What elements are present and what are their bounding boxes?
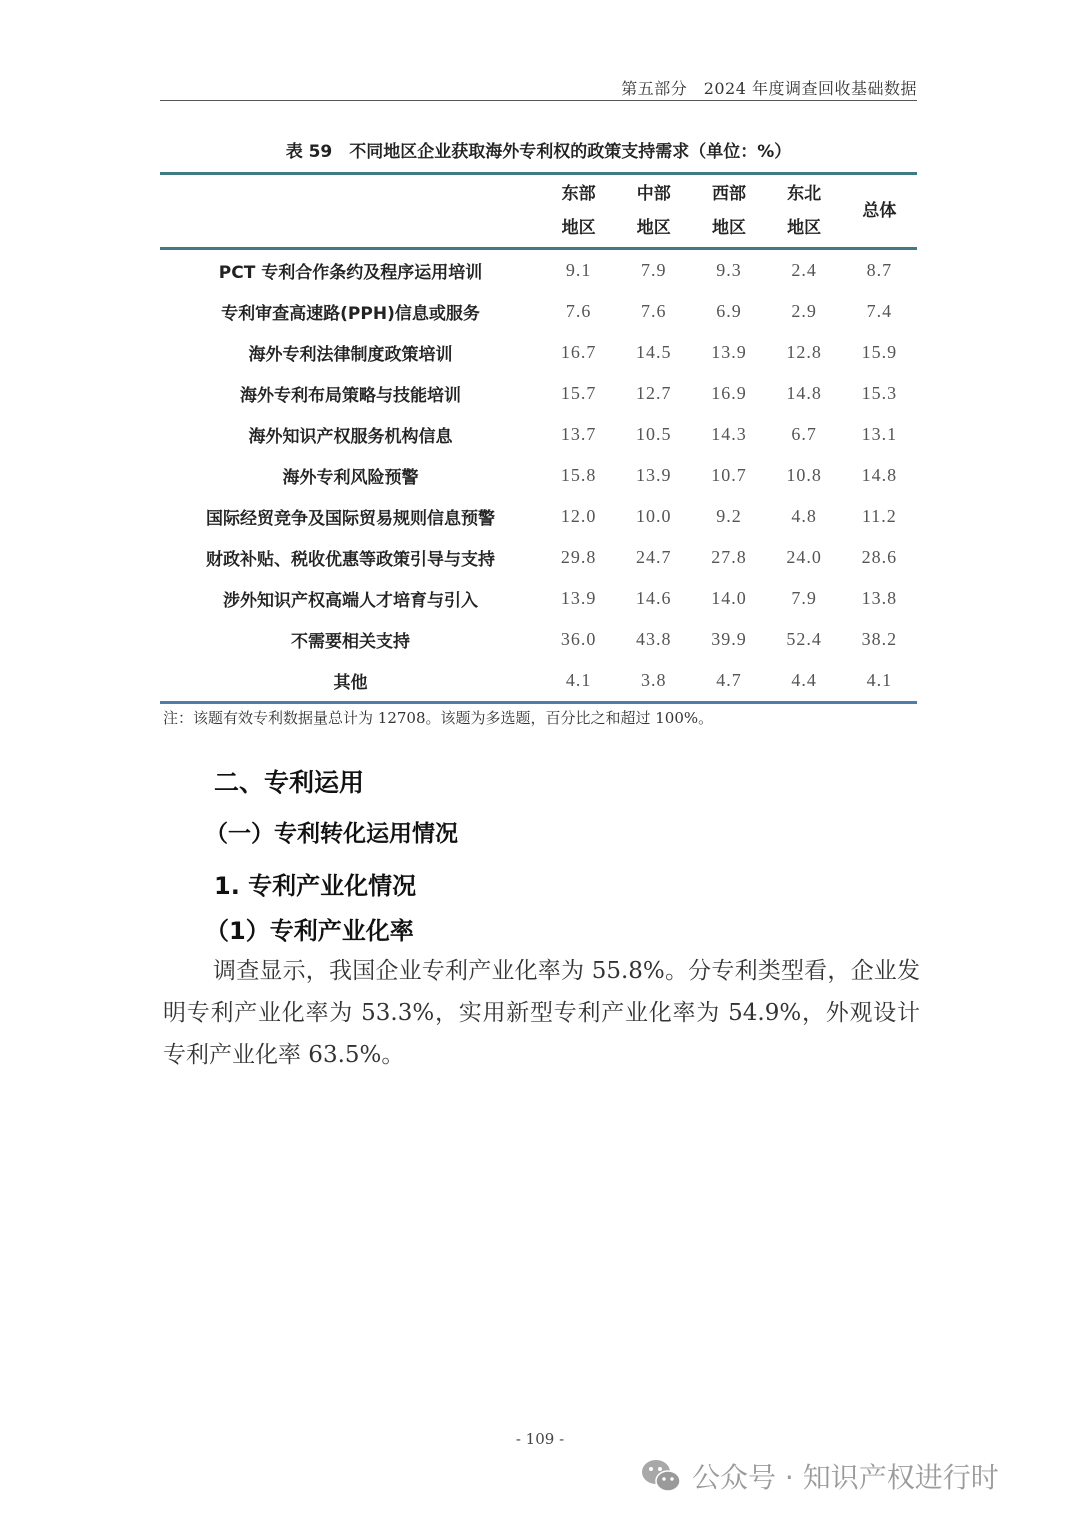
watermark-text: 公众号 · 知识产权进行时 [692, 1461, 999, 1494]
table-header-row [160, 174, 917, 249]
cell-value: 4.7 [716, 670, 742, 690]
header-northeast: 东北 地区 [787, 184, 822, 238]
item-heading: （1）专利产业化率 [205, 917, 414, 945]
cell-value: 14.8 [786, 383, 822, 403]
cell-value: 15.8 [560, 465, 597, 485]
cell-value: 27.8 [711, 547, 747, 567]
cell-value: 4.8 [791, 506, 817, 526]
table-row [160, 332, 917, 373]
cell-value: 7.6 [565, 301, 592, 321]
cell-value: 2.4 [791, 260, 817, 280]
cell-value: 29.8 [560, 547, 597, 567]
row-label: 国际经贸竞争及国际贸易规则信息预警 [206, 509, 495, 529]
cell-value: 4.1 [565, 670, 592, 690]
cell-value: 13.9 [560, 588, 597, 608]
cell-value: 16.7 [560, 342, 597, 362]
cell-value: 12.0 [560, 506, 597, 526]
cell-value: 38.2 [861, 629, 898, 649]
cell-value: 9.1 [565, 260, 592, 280]
table-row [160, 660, 917, 703]
row-label: PCT 专利合作条约及程序运用培训 [218, 263, 483, 283]
row-label: 财政补贴、税收优惠等政策引导与支持 [206, 550, 495, 570]
cell-value: 43.8 [636, 629, 672, 649]
header-east: 东部 地区 [561, 184, 596, 238]
table-row [160, 249, 917, 292]
policy-support-table [160, 172, 917, 704]
sub-subsection-heading: 1. 专利产业化情况 [214, 872, 417, 900]
cell-value: 16.9 [711, 383, 747, 403]
cell-value: 7.9 [641, 260, 667, 280]
cell-value: 11.2 [861, 506, 897, 526]
row-label: 海外专利法律制度政策培训 [248, 345, 453, 365]
cell-value: 13.9 [711, 342, 747, 362]
cell-value: 13.8 [861, 588, 898, 608]
cell-value: 3.8 [641, 670, 667, 690]
cell-value: 14.8 [861, 465, 898, 485]
cell-value: 15.3 [861, 383, 898, 403]
cell-value: 28.6 [861, 547, 898, 567]
cell-value: 14.6 [636, 588, 672, 608]
table-caption: 表 59 不同地区企业获取海外专利权的政策支持需求（单位：%） [285, 142, 792, 162]
cell-value: 10.7 [711, 465, 747, 485]
cell-value: 4.1 [866, 670, 893, 690]
table-row [160, 496, 917, 537]
cell-value: 10.0 [636, 506, 672, 526]
watermark [640, 1456, 999, 1496]
row-label: 涉外知识产权高端人才培育与引入 [223, 591, 478, 611]
header-divider [160, 100, 917, 101]
cell-value: 24.0 [786, 547, 822, 567]
cell-value: 13.1 [861, 424, 898, 444]
cell-value: 6.7 [791, 424, 817, 444]
cell-value: 52.4 [786, 629, 822, 649]
header-blank [160, 174, 541, 249]
table-row [160, 455, 917, 496]
header-west: 西部 地区 [711, 184, 746, 238]
cell-value: 7.6 [641, 301, 667, 321]
row-label: 海外专利风险预警 [282, 468, 419, 488]
body-paragraph: 调查显示，我国企业专利产业化率为 55.8%。分专利类型看，企业发明专利产业化率为 53.3%，实用新型专利产业化率为 54.9%，外观设计专利产业化率 63.5%。 [163, 958, 920, 1068]
header-overall: 总体 [862, 201, 897, 221]
table-row [160, 373, 917, 414]
table-row [160, 578, 917, 619]
cell-value: 13.7 [560, 424, 597, 444]
cell-value: 12.8 [786, 342, 822, 362]
cell-value: 6.9 [716, 301, 742, 321]
table-row [160, 619, 917, 660]
cell-value: 13.9 [636, 465, 672, 485]
wechat-icon [640, 1458, 682, 1494]
cell-value: 2.9 [791, 301, 817, 321]
row-label: 其他 [333, 673, 368, 693]
cell-value: 4.4 [791, 670, 817, 690]
cell-value: 7.4 [866, 301, 893, 321]
running-header: 第五部分 2024 年度调查回收基础数据 [621, 79, 917, 98]
subsection-heading: （一）专利转化运用情况 [205, 820, 458, 847]
cell-value: 7.9 [791, 588, 817, 608]
page-number: - 109 - [515, 1430, 565, 1448]
row-label: 专利审查高速路(PPH)信息或服务 [221, 304, 480, 324]
cell-value: 9.2 [716, 506, 742, 526]
cell-value: 39.9 [711, 629, 747, 649]
row-label: 海外专利布局策略与技能培训 [240, 386, 461, 406]
table-row [160, 537, 917, 578]
cell-value: 14.0 [711, 588, 747, 608]
cell-value: 8.7 [866, 260, 893, 280]
row-label: 不需要相关支持 [291, 632, 410, 652]
table-row [160, 291, 917, 332]
cell-value: 14.5 [636, 342, 672, 362]
table-note: 注：该题有效专利数据量总计为 12708。该题为多选题，百分比之和超过 100%。 [163, 709, 714, 727]
table-row [160, 414, 917, 455]
cell-value: 36.0 [560, 629, 597, 649]
cell-value: 12.7 [636, 383, 672, 403]
cell-value: 24.7 [636, 547, 672, 567]
cell-value: 10.8 [786, 465, 822, 485]
cell-value: 15.9 [861, 342, 898, 362]
section-heading: 二、专利运用 [214, 768, 365, 797]
cell-value: 10.5 [636, 424, 672, 444]
cell-value: 14.3 [711, 424, 747, 444]
header-central: 中部 地区 [636, 184, 671, 238]
cell-value: 9.3 [716, 260, 742, 280]
cell-value: 15.7 [560, 383, 597, 403]
row-label: 海外知识产权服务机构信息 [248, 427, 453, 447]
